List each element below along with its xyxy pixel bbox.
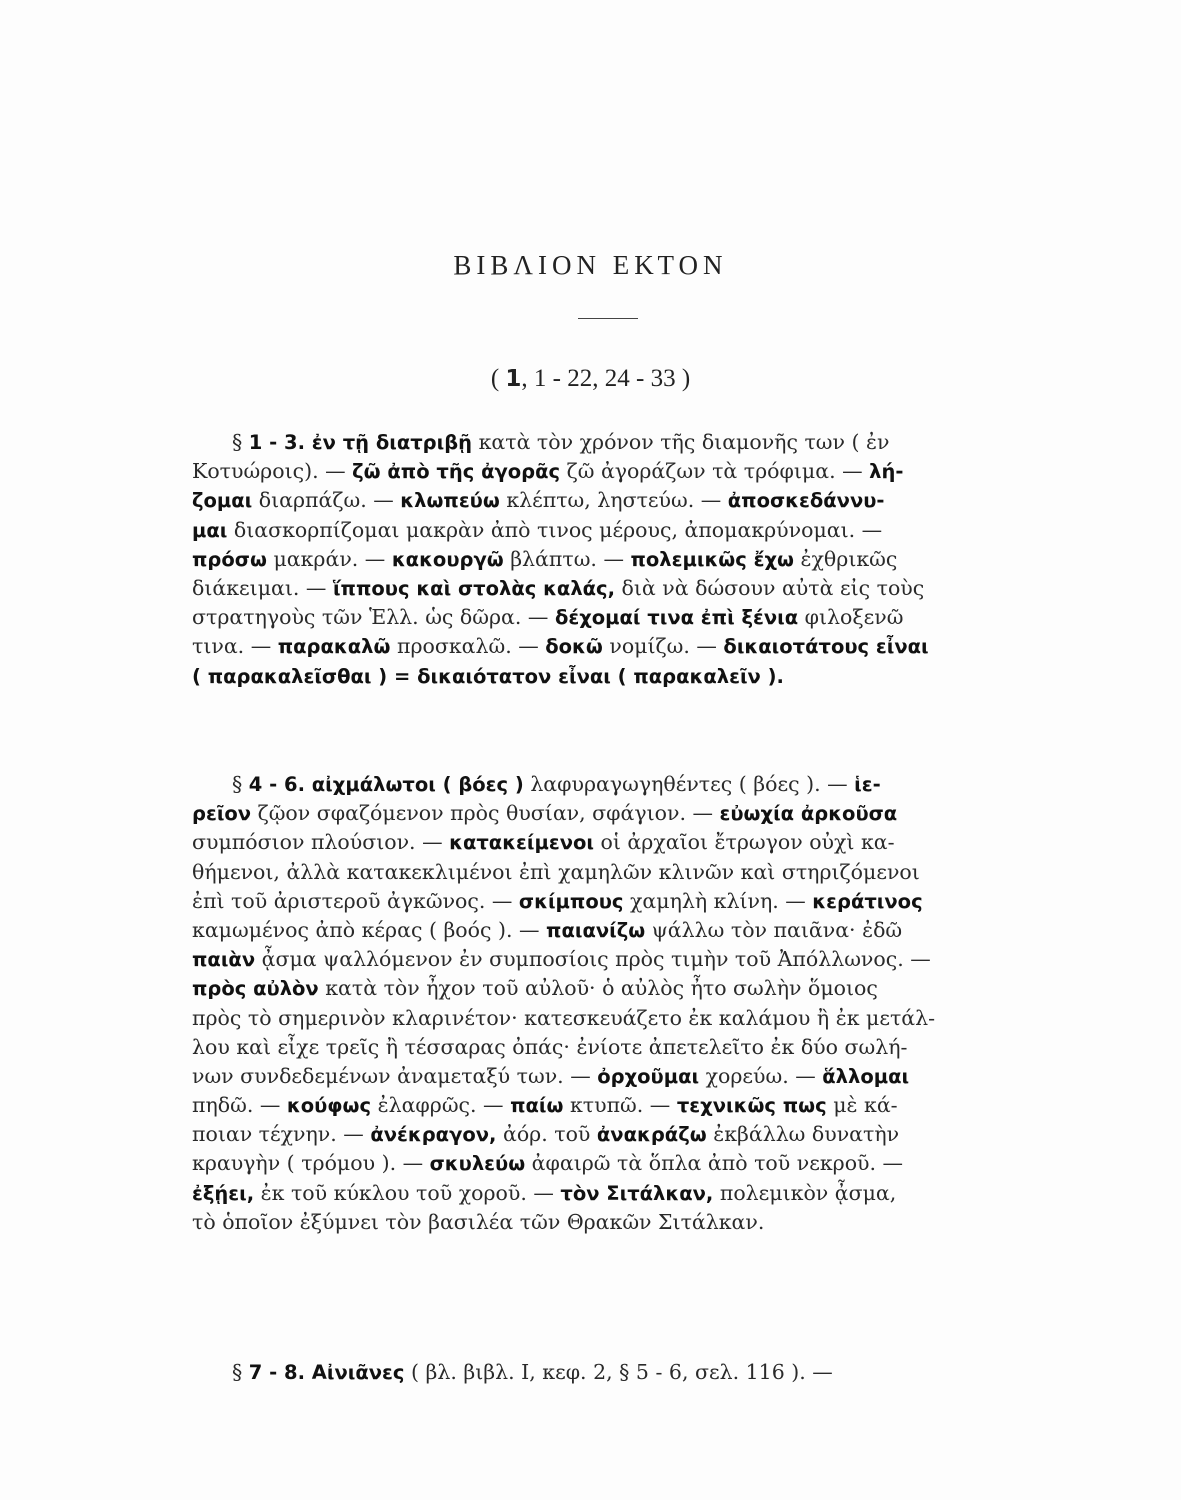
- gloss: νομίζω. —: [602, 634, 724, 659]
- text-line: [192, 1120, 1032, 1149]
- gloss: φιλοξενῶ: [798, 605, 904, 630]
- gloss: ζῷον σφαζόμενον πρὸς θυσίαν, σφάγιον. —: [251, 801, 720, 826]
- range-sections: , 1 - 22, 24 - 33 ): [521, 365, 691, 392]
- lemma: κατακείμενοι: [449, 831, 594, 855]
- text-line: [192, 457, 1032, 486]
- lemma: ἀνακράζω: [596, 1123, 707, 1147]
- lemma: μαι: [192, 518, 228, 542]
- text-line: [192, 516, 1032, 545]
- lemma: 1 - 3. ἐν τῇ διατριβῇ: [248, 431, 473, 454]
- gloss: χορεύω. —: [699, 1063, 823, 1088]
- gloss: §: [232, 1360, 249, 1384]
- lemma: κλωπεύω: [400, 489, 500, 513]
- text-line: [192, 770, 1032, 799]
- lemma: δικαιοτάτους εἶναι: [723, 635, 929, 659]
- lemma: παιὰν: [192, 948, 256, 972]
- gloss: ἐκ τοῦ κύκλου τοῦ χοροῦ. —: [254, 1180, 561, 1205]
- lemma: τεχνικῶς πως: [676, 1094, 827, 1118]
- gloss: λου καὶ εἶχε τρεῖς ἢ τέσσαρας ὀπάς· ἐνίοτε ἀπετελεῖτο ἐκ δύο σωλή-: [192, 1034, 908, 1059]
- lemma: τὸν Σιτάλκαν,: [560, 1181, 714, 1205]
- lemma: ζομαι: [192, 489, 253, 513]
- gloss: ἀόρ. τοῦ: [496, 1122, 597, 1147]
- text-line: [192, 486, 1032, 515]
- lemma: ἀνέκραγον,: [370, 1123, 497, 1147]
- lemma: πολεμικῶς ἔχω: [630, 547, 794, 571]
- range-chapter: 1: [505, 366, 522, 392]
- gloss: πολεμικὸν ᾆσμα,: [713, 1180, 897, 1205]
- text-line: [192, 574, 1032, 603]
- lemma: 7 - 8. Αἰνιᾶνες: [248, 1361, 405, 1384]
- lemma: δοκῶ: [545, 635, 603, 659]
- lemma: σκυλεύω: [429, 1152, 526, 1176]
- gloss: λαφυραγωγηθέντες ( βόες ). —: [523, 772, 855, 796]
- gloss: διάκειμαι. —: [192, 575, 333, 600]
- gloss: μακράν. —: [266, 546, 392, 571]
- gloss: ἐκβάλλω δυνατὴν: [706, 1122, 900, 1147]
- text-line: [192, 662, 1032, 691]
- lemma: ἵππους καὶ στολὰς καλάς,: [332, 576, 616, 600]
- gloss: §: [232, 772, 249, 796]
- text-line: [192, 1091, 1032, 1120]
- lemma: παιανίζω: [546, 918, 646, 942]
- gloss: ᾆσμα ψαλλόμενον ἐν συμποσίοις πρὸς τιμὴν τοῦ Ἀπόλλωνος. —: [255, 947, 931, 972]
- text-line: [192, 1149, 1032, 1178]
- text-line: [192, 974, 1032, 1003]
- gloss: θήμενοι, ἀλλὰ κατακεκλιμένοι ἐπὶ χαμηλῶν κλινῶν καὶ στηριζόμενοι: [192, 859, 920, 884]
- gloss: ἐπὶ τοῦ ἀριστεροῦ ἀγκῶνος. —: [192, 888, 519, 913]
- book-title: ΒΙΒΛΙΟΝ ΕΚΤΟΝ: [453, 250, 728, 280]
- text-line: [192, 1062, 1032, 1091]
- lemma: ζῶ ἀπὸ τῆς ἀγορᾶς: [352, 460, 561, 484]
- lemma: δέχομαί τινα ἐπὶ ξένια: [554, 606, 799, 630]
- chapter-range: [0, 365, 1181, 393]
- gloss: συμπόσιον πλούσιον. —: [192, 830, 450, 855]
- lemma: ρεῖον: [192, 802, 252, 826]
- gloss: στρατηγοὺς τῶν Ἑλλ. ὡς δῶρα. —: [192, 605, 555, 630]
- lemma: εὐωχία ἀρκοῦσα: [719, 802, 898, 826]
- lemma: ἀποσκεδάννυ-: [727, 489, 885, 513]
- gloss: κτυπῶ. —: [563, 1093, 677, 1118]
- lemma: ἅλλομαι: [822, 1064, 910, 1088]
- text-line: [192, 858, 1032, 887]
- lemma: πρόσω: [192, 547, 267, 571]
- gloss: διὰ νὰ δώσουν αὐτὰ εἰς τοὺς: [615, 575, 925, 600]
- gloss: ποιαν τέχνην. —: [192, 1122, 371, 1147]
- text-line: [192, 945, 1032, 974]
- text-line: [192, 545, 1032, 574]
- text-line: [192, 1033, 1032, 1062]
- section-1-3: [192, 428, 1032, 691]
- gloss: καμωμένος ἀπὸ κέρας ( βοός ). —: [192, 917, 547, 942]
- gloss: τὸ ὁποῖον ἐξύμνει τὸν βασιλέα τῶν Θρακῶν Σιτάλκαν.: [192, 1209, 765, 1234]
- gloss: ἐχθρικῶς: [793, 546, 898, 571]
- gloss: τινα. —: [192, 634, 278, 659]
- gloss: χαμηλὴ κλίνη. —: [623, 888, 813, 913]
- text-line: [192, 1208, 1032, 1237]
- section-4-6: [192, 770, 1032, 1237]
- gloss: μὲ κά-: [826, 1093, 898, 1118]
- lemma: ὀρχοῦμαι: [597, 1064, 700, 1088]
- lemma: ( παρακαλεῖσθαι ) = δικαιότατον εἶναι ( παρακαλεῖν ).: [192, 664, 784, 688]
- gloss: κατὰ τὸν ἦχον τοῦ αὐλοῦ· ὁ αὐλὸς ἦτο σωλὴν ὅμοιος: [318, 976, 878, 1001]
- gloss: βλάπτω. —: [503, 546, 631, 571]
- gloss: ἐλαφρῶς. —: [371, 1093, 511, 1118]
- title-divider: [578, 318, 638, 319]
- lemma: σκίμπους: [518, 889, 624, 913]
- text-line: [192, 1358, 1032, 1387]
- gloss: διαρπάζω. —: [252, 488, 401, 513]
- range-open: (: [490, 365, 506, 392]
- gloss: νων συνδεδεμένων ἀναμεταξύ των. —: [192, 1063, 598, 1088]
- lemma: ἐξῄει,: [192, 1181, 255, 1205]
- text-line: [192, 603, 1032, 632]
- gloss: κραυγὴν ( τρόμου ). —: [192, 1151, 430, 1176]
- gloss: κατὰ τὸν χρόνον τῆς διαμονῆς των ( ἐν: [472, 430, 890, 454]
- gloss: κλέπτω, ληστεύω. —: [499, 488, 728, 513]
- text-line: [192, 828, 1032, 857]
- gloss: ζῶ ἀγοράζων τὰ τρόφιμα. —: [560, 459, 870, 484]
- gloss: πηδῶ. —: [192, 1093, 287, 1118]
- lemma: πρὸς αὐλὸν: [192, 977, 319, 1001]
- gloss: ἀφαιρῶ τὰ ὅπλα ἀπὸ τοῦ νεκροῦ. —: [525, 1151, 904, 1176]
- gloss: ( βλ. βιβλ. I, κεφ. 2, § 5 - 6, σελ. 116 ). —: [404, 1360, 833, 1384]
- lemma: παρακαλῶ: [277, 635, 391, 659]
- text-line: [192, 1004, 1032, 1033]
- gloss: Κοτυώροις). —: [192, 459, 353, 484]
- lemma: 4 - 6. αἰχμάλωτοι ( βόες ): [248, 773, 524, 796]
- gloss: πρὸς τὸ σημερινὸν κλαρινέτον· κατεσκευάζετο ἐκ καλάμου ἢ ἐκ μετάλ-: [192, 1005, 936, 1030]
- text-line: [192, 632, 1032, 661]
- gloss: διασκορπίζομαι μακρὰν ἀπὸ τινος μέρους, ἀπομακρύνομαι. —: [227, 517, 883, 542]
- gloss: προσκαλῶ. —: [390, 634, 546, 659]
- text-line: [192, 428, 1032, 457]
- lemma: κεράτινος: [812, 889, 923, 913]
- lemma: κούφως: [286, 1094, 372, 1118]
- text-line: [192, 887, 1032, 916]
- gloss: §: [232, 430, 249, 454]
- lemma: λή-: [869, 460, 904, 484]
- lemma: κακουργῶ: [391, 547, 504, 571]
- text-line: [192, 799, 1032, 828]
- text-line: [192, 916, 1032, 945]
- text-line: [192, 1179, 1032, 1208]
- gloss: οἱ ἀρχαῖοι ἔτρωγον οὐχὶ κα-: [594, 830, 895, 855]
- gloss: ψάλλω τὸν παιᾶνα· ἐδῶ: [645, 917, 903, 942]
- lemma: παίω: [510, 1094, 564, 1118]
- section-7-8: [192, 1358, 1032, 1387]
- lemma: ἱε-: [854, 773, 881, 796]
